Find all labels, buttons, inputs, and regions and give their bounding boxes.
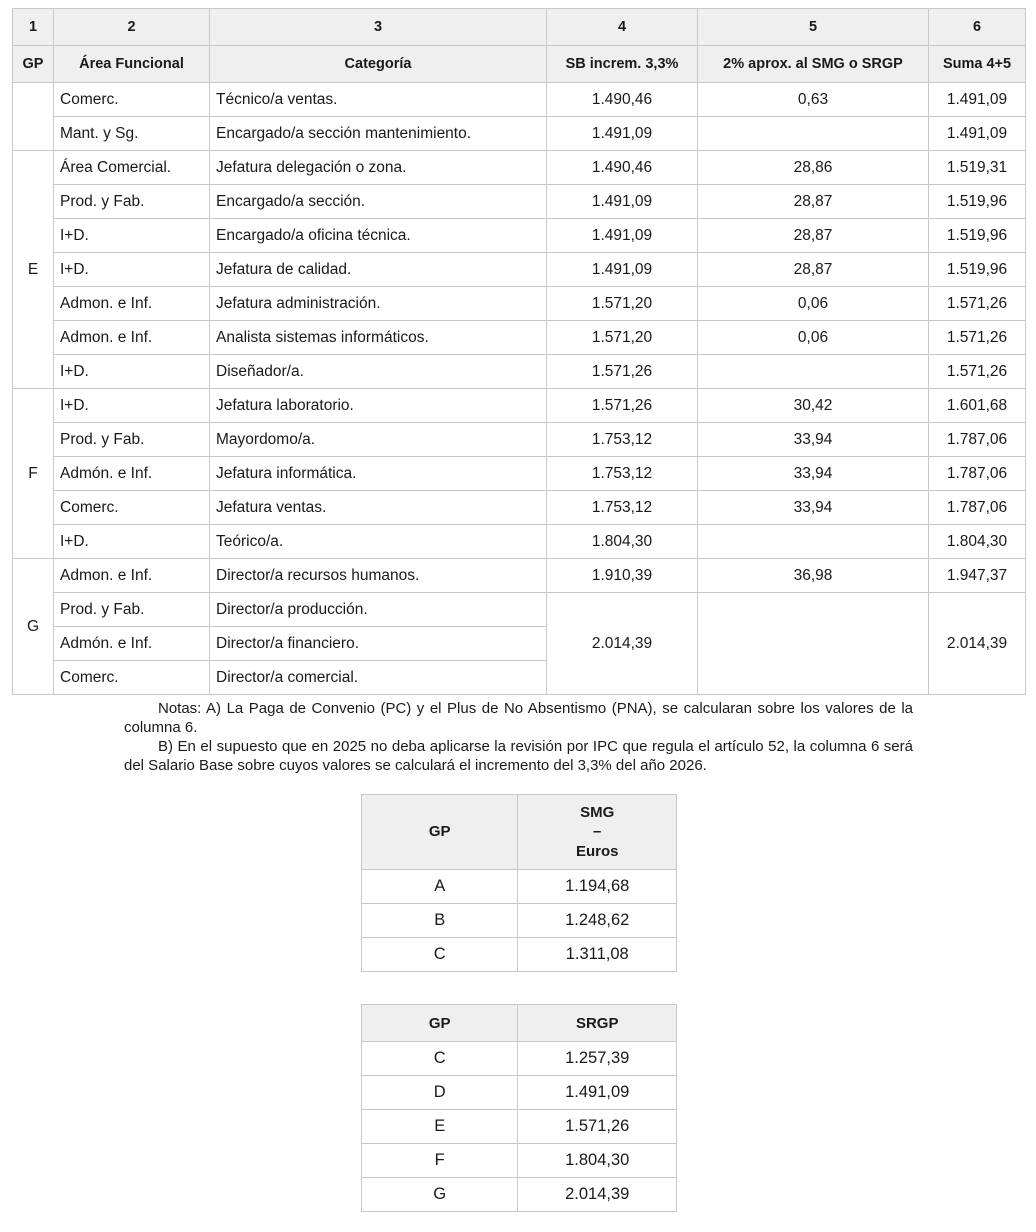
sb-cell: 1.910,39 — [547, 559, 698, 593]
aprox-cell — [698, 525, 929, 559]
sb-cell: 1.571,20 — [547, 287, 698, 321]
column-number: 3 — [210, 9, 547, 46]
area-cell: Prod. y Fab. — [54, 593, 210, 627]
suma-cell: 1.491,09 — [929, 83, 1026, 117]
table-row — [362, 904, 677, 938]
sb-cell: 2.014,39 — [547, 593, 698, 695]
aprox-cell — [698, 117, 929, 151]
area-cell: Admón. e Inf. — [54, 457, 210, 491]
smg-header-line: SMG — [580, 803, 615, 821]
categoria-cell: Jefatura ventas. — [210, 491, 547, 525]
gp-cell: B — [362, 904, 518, 938]
aprox-cell — [698, 355, 929, 389]
table-row — [13, 219, 1026, 253]
area-cell: I+D. — [54, 389, 210, 423]
gp-cell — [13, 83, 54, 151]
area-cell: I+D. — [54, 253, 210, 287]
sb-cell: 1.753,12 — [547, 457, 698, 491]
sb-cell: 1.491,09 — [547, 219, 698, 253]
area-cell: Admon. e Inf. — [54, 287, 210, 321]
area-cell: Comerc. — [54, 661, 210, 695]
suma-cell: 1.519,96 — [929, 185, 1026, 219]
suma-cell: 1.787,06 — [929, 423, 1026, 457]
sb-cell: 1.571,20 — [547, 321, 698, 355]
suma-cell: 1.571,26 — [929, 287, 1026, 321]
smg-table — [361, 794, 677, 972]
table-row — [13, 83, 1026, 117]
table-row — [13, 253, 1026, 287]
table-row — [13, 389, 1026, 423]
sb-cell: 1.804,30 — [547, 525, 698, 559]
aprox-cell: 28,86 — [698, 151, 929, 185]
table-row — [13, 117, 1026, 151]
sb-cell: 1.491,09 — [547, 117, 698, 151]
note-a: Notas: A) La Paga de Convenio (PC) y el Plus de No Absentismo (PNA), se calcularan sobre los valores de la columna 6. — [124, 700, 913, 736]
area-cell: Prod. y Fab. — [54, 185, 210, 219]
sb-cell: 1.490,46 — [547, 151, 698, 185]
area-cell: Admon. e Inf. — [54, 321, 210, 355]
suma-cell: 1.491,09 — [929, 117, 1026, 151]
value-cell: 1.491,09 — [518, 1076, 677, 1110]
aprox-cell: 28,87 — [698, 253, 929, 287]
table-row — [13, 491, 1026, 525]
aprox-cell: 0,06 — [698, 287, 929, 321]
aprox-cell: 0,63 — [698, 83, 929, 117]
srgp-table — [361, 1004, 677, 1212]
aprox-cell: 33,94 — [698, 457, 929, 491]
area-cell: Área Comercial. — [54, 151, 210, 185]
table-row — [13, 525, 1026, 559]
smg-header-line: Euros — [575, 842, 619, 860]
table-row — [362, 870, 677, 904]
table-row — [362, 938, 677, 972]
table-row — [13, 559, 1026, 593]
aprox-cell: 28,87 — [698, 185, 929, 219]
srgp-header-gp: GP — [362, 1005, 518, 1042]
value-cell: 1.257,39 — [518, 1042, 677, 1076]
column-number: 1 — [13, 9, 54, 46]
column-number: 6 — [929, 9, 1026, 46]
aprox-cell: 28,87 — [698, 219, 929, 253]
area-cell: Admon. e Inf. — [54, 559, 210, 593]
value-cell: 1.248,62 — [518, 904, 677, 938]
categoria-cell: Diseñador/a. — [210, 355, 547, 389]
categoria-cell: Director/a financiero. — [210, 627, 547, 661]
table-row — [362, 1178, 677, 1212]
column-header-categoria: Categoría — [210, 46, 547, 83]
gp-cell: F — [13, 389, 54, 559]
gp-cell: F — [362, 1144, 518, 1178]
suma-cell: 1.519,31 — [929, 151, 1026, 185]
value-cell: 1.804,30 — [518, 1144, 677, 1178]
gp-cell: E — [362, 1110, 518, 1144]
categoria-cell: Jefatura delegación o zona. — [210, 151, 547, 185]
aprox-cell: 33,94 — [698, 423, 929, 457]
categoria-cell: Director/a producción. — [210, 593, 547, 627]
categoria-cell: Jefatura laboratorio. — [210, 389, 547, 423]
area-cell: I+D. — [54, 525, 210, 559]
categoria-cell: Director/a recursos humanos. — [210, 559, 547, 593]
suma-cell: 1.804,30 — [929, 525, 1026, 559]
categoria-cell: Encargado/a sección mantenimiento. — [210, 117, 547, 151]
column-header-row — [13, 46, 1026, 83]
smg-header-row — [362, 795, 677, 870]
table-row — [362, 1076, 677, 1110]
srgp-header-value: SRGP — [518, 1005, 677, 1042]
table-row — [13, 593, 1026, 627]
area-cell: Comerc. — [54, 491, 210, 525]
aprox-cell — [698, 593, 929, 695]
table-row — [13, 185, 1026, 219]
table-row — [362, 1110, 677, 1144]
gp-cell: E — [13, 151, 54, 389]
value-cell: 1.571,26 — [518, 1110, 677, 1144]
sb-cell: 1.753,12 — [547, 423, 698, 457]
table-row — [362, 1042, 677, 1076]
categoria-cell: Analista sistemas informáticos. — [210, 321, 547, 355]
note-b: B) En el supuesto que en 2025 no deba aplicarse la revisión por IPC que regula el artículo 52, la columna 6 será del Salario Base sobre cuyos valores se calculará el incremento del 3,3% del año 2026. — [124, 738, 913, 774]
table-row — [13, 321, 1026, 355]
area-cell: Mant. y Sg. — [54, 117, 210, 151]
sb-cell: 1.491,09 — [547, 253, 698, 287]
categoria-cell: Encargado/a sección. — [210, 185, 547, 219]
gp-cell: C — [362, 938, 518, 972]
aprox-cell: 36,98 — [698, 559, 929, 593]
table-row — [13, 287, 1026, 321]
sb-cell: 1.490,46 — [547, 83, 698, 117]
suma-cell: 1.947,37 — [929, 559, 1026, 593]
column-header-sb: SB increm. 3,3% — [547, 46, 698, 83]
sb-cell: 1.571,26 — [547, 389, 698, 423]
value-cell: 1.194,68 — [518, 870, 677, 904]
suma-cell: 1.787,06 — [929, 491, 1026, 525]
categoria-cell: Jefatura de calidad. — [210, 253, 547, 287]
column-header-gp: GP — [13, 46, 54, 83]
value-cell: 2.014,39 — [518, 1178, 677, 1212]
column-header-aprox: 2% aprox. al SMG o SRGP — [698, 46, 929, 83]
value-cell: 1.311,08 — [518, 938, 677, 972]
suma-cell: 1.519,96 — [929, 219, 1026, 253]
column-number: 5 — [698, 9, 929, 46]
gp-cell: C — [362, 1042, 518, 1076]
column-number: 4 — [547, 9, 698, 46]
gp-cell: A — [362, 870, 518, 904]
column-number-row — [13, 9, 1026, 46]
sb-cell: 1.753,12 — [547, 491, 698, 525]
area-cell: I+D. — [54, 355, 210, 389]
suma-cell: 1.787,06 — [929, 457, 1026, 491]
gp-cell: D — [362, 1076, 518, 1110]
column-header-suma: Suma 4+5 — [929, 46, 1026, 83]
categoria-cell: Jefatura informática. — [210, 457, 547, 491]
notes — [124, 699, 913, 775]
column-number: 2 — [54, 9, 210, 46]
area-cell: Prod. y Fab. — [54, 423, 210, 457]
suma-cell: 1.519,96 — [929, 253, 1026, 287]
smg-header-gp: GP — [362, 795, 518, 870]
gp-cell: G — [13, 559, 54, 695]
table-row — [13, 457, 1026, 491]
srgp-header-row — [362, 1005, 677, 1042]
table-row — [13, 355, 1026, 389]
suma-cell: 1.601,68 — [929, 389, 1026, 423]
categoria-cell: Jefatura administración. — [210, 287, 547, 321]
aprox-cell: 30,42 — [698, 389, 929, 423]
column-header-area: Área Funcional — [54, 46, 210, 83]
smg-header-line: – — [593, 823, 602, 841]
categoria-cell: Director/a comercial. — [210, 661, 547, 695]
table-row — [362, 1144, 677, 1178]
suma-cell: 1.571,26 — [929, 321, 1026, 355]
table-row — [13, 423, 1026, 457]
aprox-cell: 0,06 — [698, 321, 929, 355]
area-cell: Admón. e Inf. — [54, 627, 210, 661]
sb-cell: 1.491,09 — [547, 185, 698, 219]
area-cell: Comerc. — [54, 83, 210, 117]
categoria-cell: Encargado/a oficina técnica. — [210, 219, 547, 253]
categoria-cell: Mayordomo/a. — [210, 423, 547, 457]
area-cell: I+D. — [54, 219, 210, 253]
categoria-cell: Teórico/a. — [210, 525, 547, 559]
salary-table — [12, 8, 1026, 695]
sb-cell: 1.571,26 — [547, 355, 698, 389]
suma-cell: 1.571,26 — [929, 355, 1026, 389]
table-row — [13, 151, 1026, 185]
suma-cell: 2.014,39 — [929, 593, 1026, 695]
smg-header-value — [518, 795, 677, 870]
aprox-cell: 33,94 — [698, 491, 929, 525]
gp-cell: G — [362, 1178, 518, 1212]
categoria-cell: Técnico/a ventas. — [210, 83, 547, 117]
